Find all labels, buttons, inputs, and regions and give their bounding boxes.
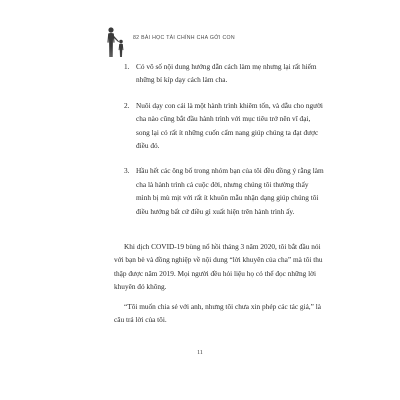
list-item bbox=[124, 60, 324, 87]
list-item bbox=[124, 164, 324, 218]
running-head: 82 BÀI HỌC TÀI CHÍNH CHA GỞI CON bbox=[133, 35, 235, 41]
list-item-text: Hầu hết các ông bố trong nhóm bạn của tôi đều đồng ý rằng làm cha là hành trình cả cuộc đời, nhưng chúng tôi thường thấy mình bị mù mịt với rất ít khuôn mẫu nhận dạng giúp chúng tôi điều hướng bất cứ điều gì xuất hiện trên hành trình ấy. bbox=[136, 166, 324, 216]
list-item-number: 1. bbox=[124, 62, 130, 71]
list-item-text: Có vô số nội dung hướng dẫn cách làm mẹ nhưng lại rất hiếm những bí kíp dạy cách làm cha. bbox=[136, 62, 317, 85]
father-child-silhouette-icon bbox=[104, 26, 134, 58]
body-paragraph: “Tôi muốn chia sẻ với anh, nhưng tôi chưa xin phép các tác giả,” là câu trả lời của tôi. bbox=[114, 302, 321, 325]
list-item-number: 2. bbox=[124, 100, 130, 110]
list-item-text: Nuôi dạy con cái là một hành trình khiêm tốn, và dẫu cho người cha nào cũng bắt đầu hành trình với mục tiêu trở nên vĩ đại, song lại có rất ít những cuốn cẩm nang giúp chúng ta đạt được điều đó. bbox=[136, 100, 323, 151]
page-header bbox=[0, 0, 400, 56]
page-number: 11 bbox=[197, 350, 203, 356]
body-paragraph: Khi dịch COVID-19 bùng nổ hồi tháng 3 năm 2020, tôi bắt đầu nói với bạn bè và đồng nghiệp về nội dung “lời khuyên của cha” mà tôi thu thập được năm 2019. Mọi người đều hỏi liệu họ có thể đọc những lời khuyên đó không. bbox=[114, 242, 323, 292]
list-item-number: 3. bbox=[124, 166, 130, 176]
list-item bbox=[124, 99, 324, 153]
numbered-list bbox=[124, 60, 324, 230]
